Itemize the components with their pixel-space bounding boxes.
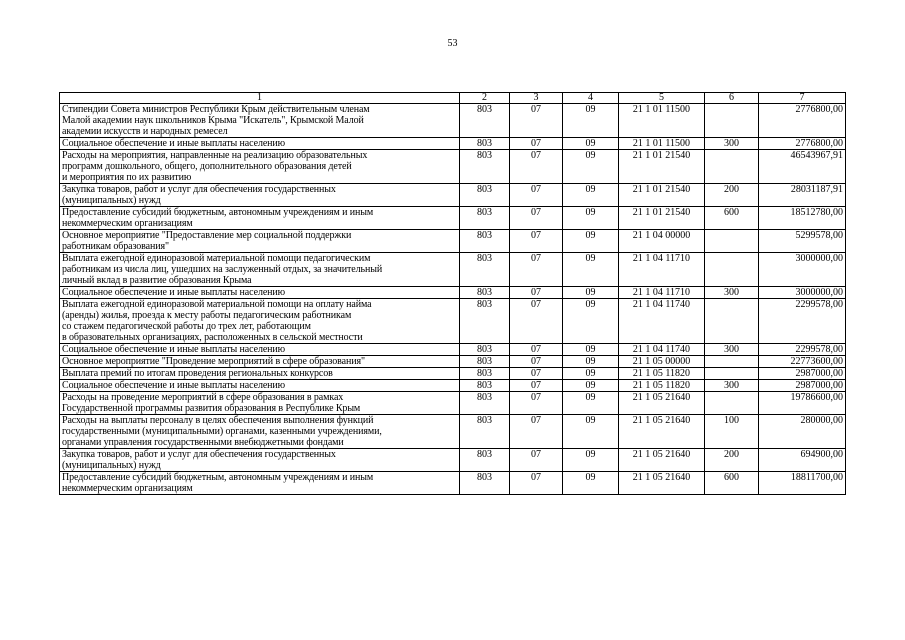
row-code-column-6 [705, 299, 759, 344]
row-code-column-2: 803 [460, 356, 510, 368]
row-code-column-3: 07 [510, 356, 563, 368]
row-code-column-3: 07 [510, 472, 563, 495]
table-row [60, 253, 846, 287]
row-name-cell: Выплата ежегодной единоразовой материальной помощи педагогическим работникам из числа лиц, ушедших на заслуженный отдых, за значительный личный вклад в развитие образования Крыма [60, 253, 460, 287]
row-name-cell: Закупка товаров, работ и услуг для обеспечения государственных (муниципальных) нужд [60, 184, 460, 207]
row-code-column-6 [705, 356, 759, 368]
row-code-column-6: 200 [705, 449, 759, 472]
row-name-cell: Основное мероприятие "Проведение мероприятий в сфере образования" [60, 356, 460, 368]
row-code-column-3: 07 [510, 344, 563, 356]
row-code-column-5: 21 1 05 00000 [619, 356, 705, 368]
row-amount-cell: 18512780,00 [759, 207, 846, 230]
row-code-column-4: 09 [563, 150, 619, 184]
row-code-column-6 [705, 253, 759, 287]
row-code-column-2: 803 [460, 104, 510, 138]
row-code-column-5: 21 1 05 21640 [619, 449, 705, 472]
table-row [60, 449, 846, 472]
row-code-column-5: 21 1 01 11500 [619, 138, 705, 150]
row-code-column-2: 803 [460, 253, 510, 287]
header-row [60, 93, 846, 104]
row-code-column-2: 803 [460, 150, 510, 184]
table-row [60, 287, 846, 299]
row-code-column-5: 21 1 04 11710 [619, 287, 705, 299]
row-amount-cell: 3000000,00 [759, 287, 846, 299]
row-code-column-6 [705, 104, 759, 138]
column-header-3: 3 [510, 93, 563, 104]
row-code-column-2: 803 [460, 449, 510, 472]
row-amount-cell: 28031187,91 [759, 184, 846, 207]
row-code-column-3: 07 [510, 230, 563, 253]
row-code-column-2: 803 [460, 344, 510, 356]
row-amount-cell: 2776800,00 [759, 138, 846, 150]
table-row [60, 472, 846, 495]
row-code-column-2: 803 [460, 368, 510, 380]
row-amount-cell: 694900,00 [759, 449, 846, 472]
table-row [60, 299, 846, 344]
row-amount-cell: 46543967,91 [759, 150, 846, 184]
row-code-column-5: 21 1 04 11740 [619, 299, 705, 344]
row-code-column-2: 803 [460, 472, 510, 495]
column-header-5: 5 [619, 93, 705, 104]
row-code-column-2: 803 [460, 299, 510, 344]
table-row [60, 184, 846, 207]
row-code-column-5: 21 1 04 11740 [619, 344, 705, 356]
row-code-column-4: 09 [563, 104, 619, 138]
row-code-column-3: 07 [510, 138, 563, 150]
row-code-column-3: 07 [510, 449, 563, 472]
table-body [60, 104, 846, 495]
row-code-column-2: 803 [460, 230, 510, 253]
budget-table [59, 92, 846, 495]
column-header-2: 2 [460, 93, 510, 104]
row-amount-cell: 280000,00 [759, 415, 846, 449]
row-code-column-3: 07 [510, 184, 563, 207]
row-amount-cell: 2776800,00 [759, 104, 846, 138]
table-row [60, 207, 846, 230]
row-code-column-4: 09 [563, 449, 619, 472]
row-code-column-4: 09 [563, 138, 619, 150]
row-code-column-6: 300 [705, 380, 759, 392]
row-code-column-2: 803 [460, 138, 510, 150]
row-code-column-5: 21 1 05 21640 [619, 415, 705, 449]
row-code-column-3: 07 [510, 287, 563, 299]
row-code-column-4: 09 [563, 368, 619, 380]
row-code-column-6: 600 [705, 472, 759, 495]
row-amount-cell: 2299578,00 [759, 344, 846, 356]
row-code-column-5: 21 1 01 21540 [619, 184, 705, 207]
row-code-column-3: 07 [510, 104, 563, 138]
row-code-column-6: 600 [705, 207, 759, 230]
row-code-column-4: 09 [563, 415, 619, 449]
column-header-1: 1 [60, 93, 460, 104]
page-number: 53 [447, 38, 458, 49]
row-code-column-2: 803 [460, 184, 510, 207]
table-row [60, 368, 846, 380]
row-code-column-3: 07 [510, 299, 563, 344]
row-name-cell: Расходы на мероприятия, направленные на реализацию образовательных программ дошкольного, общего, дополнительного образования детей и мероприятия по их развитию [60, 150, 460, 184]
row-code-column-3: 07 [510, 207, 563, 230]
row-code-column-5: 21 1 04 11710 [619, 253, 705, 287]
row-amount-cell: 2987000,00 [759, 380, 846, 392]
row-code-column-5: 21 1 05 11820 [619, 380, 705, 392]
row-code-column-5: 21 1 01 11500 [619, 104, 705, 138]
row-amount-cell: 2987000,00 [759, 368, 846, 380]
row-name-cell: Социальное обеспечение и иные выплаты населению [60, 138, 460, 150]
row-code-column-2: 803 [460, 392, 510, 415]
row-name-cell: Социальное обеспечение и иные выплаты населению [60, 380, 460, 392]
row-code-column-6 [705, 392, 759, 415]
row-name-cell: Расходы на выплаты персоналу в целях обеспечения выполнения функций государственными (муниципальными) органами, казенными учреждениями, органами управления государственными внебюджетными фондами [60, 415, 460, 449]
row-code-column-3: 07 [510, 150, 563, 184]
row-code-column-5: 21 1 05 21640 [619, 472, 705, 495]
row-code-column-3: 07 [510, 415, 563, 449]
row-code-column-4: 09 [563, 230, 619, 253]
table-row [60, 104, 846, 138]
table-row [60, 356, 846, 368]
row-code-column-4: 09 [563, 472, 619, 495]
row-code-column-6 [705, 150, 759, 184]
row-code-column-6 [705, 368, 759, 380]
row-code-column-5: 21 1 01 21540 [619, 150, 705, 184]
row-code-column-4: 09 [563, 392, 619, 415]
table-row [60, 392, 846, 415]
row-code-column-5: 21 1 05 21640 [619, 392, 705, 415]
row-code-column-4: 09 [563, 207, 619, 230]
table-row [60, 150, 846, 184]
row-code-column-5: 21 1 05 11820 [619, 368, 705, 380]
row-name-cell: Предоставление субсидий бюджетным, автономным учреждениям и иным некоммерческим организациям [60, 207, 460, 230]
row-amount-cell: 18811700,00 [759, 472, 846, 495]
row-name-cell: Выплата ежегодной единоразовой материальной помощи на оплату найма (аренды) жилья, проезда к месту работы педагогическим работникам со стажем педагогической работы до трех лет, работающим в образовательных организациях, расположенных в сельской местности [60, 299, 460, 344]
table-row [60, 380, 846, 392]
row-code-column-3: 07 [510, 392, 563, 415]
table-row [60, 415, 846, 449]
row-name-cell: Выплата премий по итогам проведения региональных конкурсов [60, 368, 460, 380]
row-amount-cell: 22773600,00 [759, 356, 846, 368]
table-row [60, 230, 846, 253]
row-name-cell: Стипендии Совета министров Республики Крым действительным членам Малой академии наук школьников Крыма "Искатель", Крымской Малой академии искусств и народных ремесел [60, 104, 460, 138]
row-code-column-6: 200 [705, 184, 759, 207]
row-code-column-4: 09 [563, 344, 619, 356]
row-amount-cell: 19786600,00 [759, 392, 846, 415]
table-header [60, 93, 846, 104]
row-amount-cell: 2299578,00 [759, 299, 846, 344]
row-code-column-3: 07 [510, 380, 563, 392]
column-header-4: 4 [563, 93, 619, 104]
row-code-column-2: 803 [460, 380, 510, 392]
row-name-cell: Социальное обеспечение и иные выплаты населению [60, 287, 460, 299]
row-amount-cell: 5299578,00 [759, 230, 846, 253]
row-code-column-6: 300 [705, 138, 759, 150]
row-code-column-3: 07 [510, 368, 563, 380]
row-code-column-6: 300 [705, 344, 759, 356]
column-header-7: 7 [759, 93, 846, 104]
row-code-column-6: 100 [705, 415, 759, 449]
row-code-column-2: 803 [460, 415, 510, 449]
row-code-column-4: 09 [563, 287, 619, 299]
row-name-cell: Социальное обеспечение и иные выплаты населению [60, 344, 460, 356]
row-code-column-6 [705, 230, 759, 253]
table-row [60, 138, 846, 150]
row-code-column-6: 300 [705, 287, 759, 299]
row-code-column-5: 21 1 04 00000 [619, 230, 705, 253]
row-code-column-4: 09 [563, 184, 619, 207]
table-row [60, 344, 846, 356]
row-name-cell: Предоставление субсидий бюджетным, автономным учреждениям и иным некоммерческим организациям [60, 472, 460, 495]
row-name-cell: Расходы на проведение мероприятий в сфере образования в рамках Государственной программы развития образования в Республике Крым [60, 392, 460, 415]
row-code-column-5: 21 1 01 21540 [619, 207, 705, 230]
row-code-column-4: 09 [563, 299, 619, 344]
column-header-6: 6 [705, 93, 759, 104]
row-name-cell: Закупка товаров, работ и услуг для обеспечения государственных (муниципальных) нужд [60, 449, 460, 472]
row-code-column-3: 07 [510, 253, 563, 287]
row-amount-cell: 3000000,00 [759, 253, 846, 287]
row-code-column-4: 09 [563, 253, 619, 287]
row-code-column-4: 09 [563, 356, 619, 368]
row-name-cell: Основное мероприятие "Предоставление мер социальной поддержки работникам образования" [60, 230, 460, 253]
row-code-column-4: 09 [563, 380, 619, 392]
row-code-column-2: 803 [460, 287, 510, 299]
row-code-column-2: 803 [460, 207, 510, 230]
